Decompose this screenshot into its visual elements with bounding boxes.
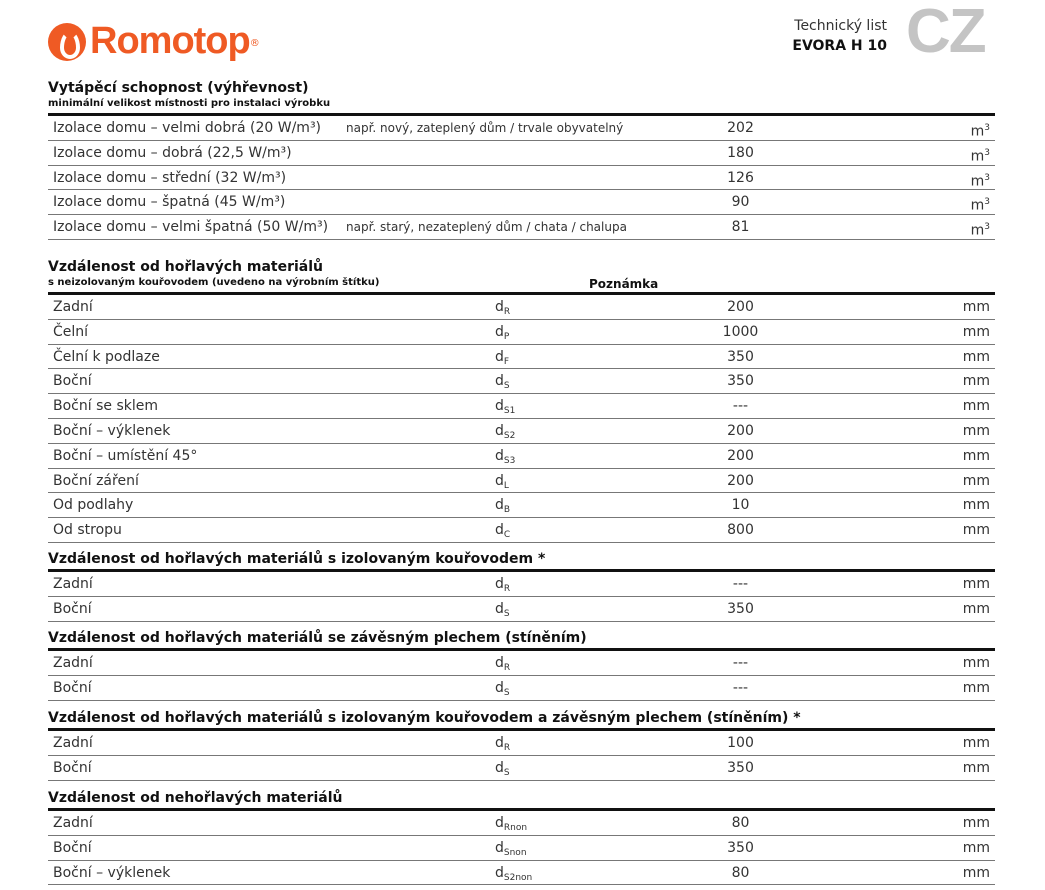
symbol-subscript: S bbox=[503, 381, 510, 392]
symbol-base: d bbox=[495, 373, 504, 390]
symbol-subscript: R bbox=[503, 307, 511, 317]
table-row bbox=[48, 320, 995, 345]
symbol-subscript: Rnon bbox=[503, 823, 528, 833]
symbol-base: d bbox=[495, 447, 504, 464]
row-value: 350 bbox=[727, 373, 754, 390]
symbol-base: d bbox=[495, 497, 504, 514]
spec-section bbox=[48, 788, 995, 885]
row-unit bbox=[971, 116, 990, 144]
row-label: Izolace domu – špatná (45 W/m³) bbox=[53, 194, 286, 211]
row-value: 350 bbox=[727, 348, 754, 365]
table-row bbox=[48, 811, 995, 836]
table-row bbox=[48, 166, 995, 191]
unit-superscript: 3 bbox=[984, 147, 990, 158]
unit-text: mm bbox=[962, 497, 990, 514]
table-row bbox=[48, 141, 995, 166]
row-label: Čelní bbox=[53, 323, 89, 340]
row-unit bbox=[963, 295, 990, 319]
symbol-subscript: C bbox=[503, 530, 511, 541]
unit-text: mm bbox=[962, 323, 990, 340]
unit-text: mm bbox=[962, 447, 990, 464]
row-value: --- bbox=[732, 398, 749, 415]
row-unit bbox=[963, 518, 990, 542]
row-value: 80 bbox=[731, 815, 750, 831]
row-value: 200 bbox=[727, 472, 754, 489]
table-row bbox=[48, 676, 995, 701]
unit-text: mm bbox=[962, 759, 990, 776]
row-label: Zadní bbox=[53, 735, 93, 751]
row-symbol bbox=[495, 597, 510, 626]
row-value: 350 bbox=[727, 839, 754, 856]
symbol-base: d bbox=[495, 759, 504, 776]
unit-text: mm bbox=[962, 472, 990, 489]
unit-superscript: 3 bbox=[984, 172, 990, 183]
row-label: Boční bbox=[53, 373, 92, 390]
unit-text: mm bbox=[962, 348, 990, 365]
symbol-subscript: S bbox=[503, 767, 510, 778]
row-value: 90 bbox=[731, 194, 750, 211]
symbol-subscript: S bbox=[503, 608, 510, 619]
symbol-base: d bbox=[495, 299, 504, 315]
section-title: Vytápěcí schopnost (výhřevnost) bbox=[48, 80, 309, 96]
symbol-subscript: S1 bbox=[503, 406, 516, 417]
table-row bbox=[48, 493, 995, 518]
spec-table bbox=[48, 292, 995, 543]
symbol-subscript: P bbox=[503, 331, 510, 342]
symbol-subscript: S bbox=[503, 687, 510, 698]
row-unit bbox=[963, 811, 990, 835]
symbol-subscript: L bbox=[503, 480, 509, 491]
table-row bbox=[48, 731, 995, 756]
spec-table bbox=[48, 728, 995, 781]
table-row bbox=[48, 419, 995, 444]
row-value: 800 bbox=[727, 522, 754, 539]
symbol-base: d bbox=[495, 348, 504, 365]
row-value: 180 bbox=[727, 144, 754, 161]
note-column-header: Poznámka bbox=[589, 277, 659, 291]
unit-text: mm bbox=[962, 373, 990, 390]
symbol-subscript: S3 bbox=[503, 455, 516, 466]
row-symbol bbox=[495, 861, 532, 890]
unit-text: mm bbox=[962, 398, 990, 415]
row-label: Boční – výklenek bbox=[53, 422, 171, 439]
table-row bbox=[48, 345, 995, 370]
table-row bbox=[48, 861, 995, 886]
language-code: CZ bbox=[906, 0, 985, 66]
row-value: 202 bbox=[727, 120, 754, 136]
subtitle-text: minimální velikost místnosti pro instalaci výrobku bbox=[48, 98, 331, 109]
unit-text: m bbox=[970, 123, 985, 140]
symbol-subscript: Snon bbox=[503, 847, 527, 858]
symbol-subscript: R bbox=[503, 584, 511, 594]
unit-text: mm bbox=[962, 422, 990, 439]
symbol-subscript: R bbox=[503, 743, 511, 753]
row-label: Boční bbox=[53, 759, 92, 776]
row-unit bbox=[963, 369, 990, 393]
row-value: 350 bbox=[727, 759, 754, 776]
symbol-base: d bbox=[495, 735, 504, 751]
registered-mark: ® bbox=[249, 38, 260, 49]
row-unit bbox=[963, 444, 990, 468]
table-row bbox=[48, 572, 995, 597]
symbol-subscript: B bbox=[503, 505, 511, 516]
table-row bbox=[48, 190, 995, 215]
row-label: Boční bbox=[53, 839, 92, 856]
row-value: 1000 bbox=[722, 323, 759, 340]
row-value: 200 bbox=[727, 447, 754, 464]
spec-table bbox=[48, 808, 995, 885]
unit-text: m bbox=[970, 173, 985, 190]
row-label: Zadní bbox=[53, 815, 93, 831]
row-unit bbox=[971, 190, 990, 218]
unit-text: m bbox=[970, 198, 985, 215]
row-value: 10 bbox=[731, 497, 750, 514]
spec-table bbox=[48, 569, 995, 622]
spec-section bbox=[48, 628, 995, 701]
symbol-subscript: R bbox=[503, 663, 511, 673]
row-label: Izolace domu – velmi špatná (50 W/m³) bbox=[53, 219, 329, 236]
spec-table bbox=[48, 648, 995, 701]
spec-section bbox=[48, 708, 995, 781]
row-label: Boční bbox=[53, 600, 92, 617]
spec-section bbox=[48, 549, 995, 622]
unit-text: mm bbox=[962, 864, 990, 881]
table-row bbox=[48, 295, 995, 320]
row-value: --- bbox=[732, 576, 749, 592]
row-label: Izolace domu – velmi dobrá (20 W/m³) bbox=[53, 120, 322, 136]
row-label: Zadní bbox=[53, 655, 93, 671]
spec-section bbox=[48, 78, 995, 240]
symbol-subscript: S2non bbox=[503, 872, 533, 883]
table-row bbox=[48, 215, 995, 240]
row-symbol bbox=[495, 756, 510, 785]
table-row bbox=[48, 836, 995, 861]
flame-icon bbox=[48, 23, 86, 61]
section-title: Vzdálenost od hořlavých materiálů se závěsným plechem (stíněním) bbox=[48, 630, 587, 646]
row-label: Zadní bbox=[53, 576, 93, 592]
row-value: --- bbox=[732, 679, 749, 696]
unit-text: mm bbox=[962, 679, 990, 696]
row-unit bbox=[971, 141, 990, 169]
symbol-subscript: S2 bbox=[503, 430, 516, 441]
row-unit bbox=[963, 394, 990, 418]
row-value: 200 bbox=[727, 299, 754, 315]
symbol-base: d bbox=[495, 600, 504, 617]
unit-text: mm bbox=[962, 735, 990, 751]
section-subtitle bbox=[48, 98, 995, 113]
section-subtitle bbox=[48, 277, 995, 292]
row-label: Čelní k podlaze bbox=[53, 348, 160, 365]
row-unit bbox=[963, 419, 990, 443]
row-value: 350 bbox=[727, 600, 754, 617]
symbol-base: d bbox=[495, 576, 504, 592]
row-value: 80 bbox=[731, 864, 750, 881]
unit-text: mm bbox=[962, 576, 990, 592]
symbol-base: d bbox=[495, 655, 504, 671]
symbol-base: d bbox=[495, 679, 504, 696]
document-header bbox=[792, 18, 887, 54]
row-unit bbox=[963, 320, 990, 344]
row-unit bbox=[963, 861, 990, 885]
table-row bbox=[48, 394, 995, 419]
table-row bbox=[48, 756, 995, 781]
row-unit bbox=[963, 756, 990, 780]
romotop-logo bbox=[48, 20, 260, 63]
row-unit bbox=[963, 836, 990, 860]
unit-text: mm bbox=[962, 655, 990, 671]
unit-text: m bbox=[970, 148, 985, 165]
row-label: Boční záření bbox=[53, 472, 139, 489]
row-label: Boční – výklenek bbox=[53, 864, 171, 881]
symbol-base: d bbox=[495, 422, 504, 439]
unit-superscript: 3 bbox=[984, 123, 990, 133]
row-label: Od stropu bbox=[53, 522, 122, 539]
symbol-base: d bbox=[495, 323, 504, 340]
row-label: Izolace domu – dobrá (22,5 W/m³) bbox=[53, 144, 292, 161]
row-value: 126 bbox=[727, 169, 754, 186]
symbol-base: d bbox=[495, 522, 504, 539]
unit-text: mm bbox=[962, 815, 990, 831]
table-row bbox=[48, 444, 995, 469]
row-unit bbox=[963, 572, 990, 596]
symbol-subscript: F bbox=[503, 356, 510, 367]
table-row bbox=[48, 369, 995, 394]
model-name: EVORA H 10 bbox=[792, 38, 887, 54]
row-value: 200 bbox=[727, 422, 754, 439]
row-unit bbox=[963, 731, 990, 755]
row-label: Boční bbox=[53, 679, 92, 696]
row-symbol bbox=[495, 676, 510, 705]
unit-text: mm bbox=[962, 299, 990, 315]
unit-superscript: 3 bbox=[984, 197, 990, 208]
row-note: např. starý, nezateplený dům / chata / chalupa bbox=[346, 220, 627, 235]
row-unit bbox=[971, 166, 990, 194]
doc-type: Technický list bbox=[794, 18, 887, 34]
table-row bbox=[48, 597, 995, 622]
row-value: 100 bbox=[727, 735, 754, 751]
section-title: Vzdálenost od nehořlavých materiálů bbox=[48, 790, 343, 806]
symbol-base: d bbox=[495, 839, 504, 856]
row-unit bbox=[963, 493, 990, 517]
symbol-base: d bbox=[495, 864, 504, 881]
symbol-base: d bbox=[495, 398, 504, 415]
unit-superscript: 3 bbox=[984, 222, 990, 233]
subtitle-text: s neizolovaným kouřovodem (uvedeno na výrobním štítku) bbox=[48, 277, 380, 288]
symbol-base: d bbox=[495, 472, 504, 489]
row-symbol bbox=[495, 518, 510, 547]
section-title: Vzdálenost od hořlavých materiálů s izolovaným kouřovodem a závěsným plechem (stíněním) * bbox=[48, 710, 801, 726]
unit-text: m bbox=[970, 222, 985, 239]
row-unit bbox=[963, 597, 990, 621]
row-unit bbox=[963, 676, 990, 700]
brand-name: Romotop bbox=[90, 20, 250, 62]
unit-text: mm bbox=[962, 839, 990, 856]
row-value: --- bbox=[732, 655, 749, 671]
row-label: Zadní bbox=[53, 299, 93, 315]
row-unit bbox=[963, 345, 990, 369]
row-label: Izolace domu – střední (32 W/m³) bbox=[53, 169, 287, 186]
spec-section bbox=[48, 257, 995, 543]
section-title: Vzdálenost od hořlavých materiálů s izolovaným kouřovodem * bbox=[48, 551, 546, 567]
symbol-base: d bbox=[495, 815, 504, 831]
section-title: Vzdálenost od hořlavých materiálů bbox=[48, 259, 324, 275]
row-note: např. nový, zateplený dům / trvale obyvatelný bbox=[346, 121, 624, 135]
row-unit bbox=[963, 469, 990, 493]
row-label: Boční se sklem bbox=[53, 398, 158, 415]
unit-text: mm bbox=[962, 600, 990, 617]
table-row bbox=[48, 651, 995, 676]
unit-text: mm bbox=[962, 522, 990, 539]
table-row bbox=[48, 469, 995, 494]
row-label: Boční – umístění 45° bbox=[53, 447, 198, 464]
row-label: Od podlahy bbox=[53, 497, 134, 514]
table-row bbox=[48, 518, 995, 543]
table-row bbox=[48, 116, 995, 141]
spec-table bbox=[48, 113, 995, 240]
row-unit bbox=[963, 651, 990, 675]
row-value: 81 bbox=[731, 219, 750, 236]
row-unit bbox=[971, 215, 990, 243]
